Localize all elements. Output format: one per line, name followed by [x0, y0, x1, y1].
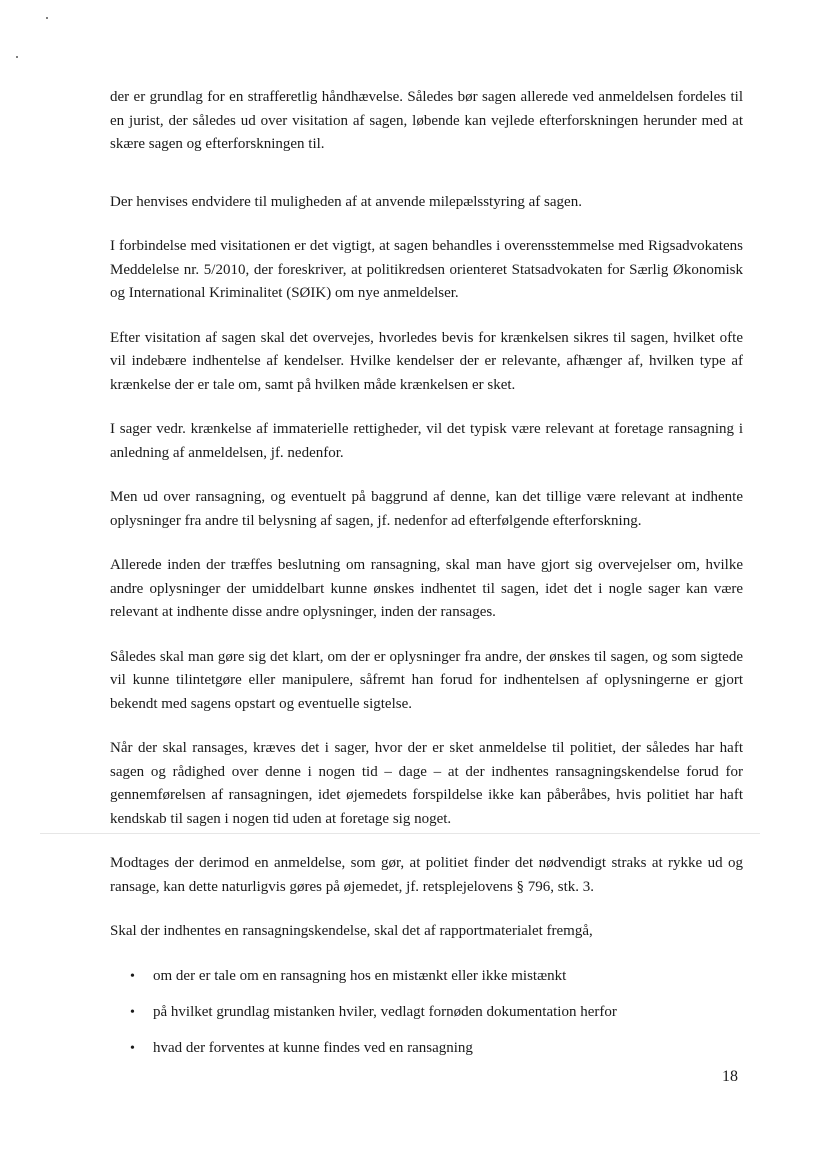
list-item-text: om der er tale om en ransagning hos en mistænkt eller ikke mistænkt — [153, 967, 567, 984]
list-item-text: på hvilket grundlag mistanken hviler, vedlagt fornøden dokumentation herfor — [153, 1003, 617, 1020]
paragraph: Allerede inden der træffes beslutning om ransagning, skal man have gjort sig overvejelser om, hvilke andre oplysninger der umiddelbart kunne ønskes indhentet til sagen, idet det i nogle sager kan være relevant at indhente disse andre oplysninger, inden der ransages. — [110, 557, 743, 620]
scan-speck — [16, 56, 18, 58]
paragraph: I forbindelse med visitationen er det vigtigt, at sagen behandles i overensstemmelse med Rigsadvokatens Meddelelse nr. 5/2010, der foreskriver, at politikredsen orienteret Statsadvokaten for Særlig Økonomisk og International Kriminalitet (SØIK) om nye anmeldelser. — [110, 238, 743, 301]
paragraph: Men ud over ransagning, og eventuelt på baggrund af denne, kan det tillige være relevant at indhente oplysninger fra andre til belysning af sagen, jf. nedenfor ad efterfølgende efterforskning. — [110, 489, 743, 529]
list-item — [110, 1037, 743, 1073]
paragraph: Der henvises endvidere til muligheden af at anvende milepælsstyring af sagen. — [110, 193, 582, 210]
list-item — [110, 1001, 743, 1037]
page-number: 18 — [722, 1068, 738, 1085]
bullet-icon: • — [130, 968, 135, 984]
paragraph: Således skal man gøre sig det klart, om der er oplysninger fra andre, der ønskes til sagen, og som sigtede vil kunne tilintetgøre eller manipulere, såfremt han forud for indhentelsen af oplysningerne er gjort bekendt med sagens opstart og eventuelle sigtelse. — [110, 648, 743, 712]
paragraph: I sager vedr. krænkelse af immaterielle rettigheder, vil det typisk være relevant at foretage ransagning i anledning af anmeldelsen, jf. nedenfor. — [110, 421, 743, 461]
bullet-icon: • — [130, 1040, 135, 1056]
list-item-text: hvad der forventes at kunne findes ved en ransagning — [153, 1039, 473, 1056]
list-item — [110, 965, 743, 1001]
bullet-icon: • — [130, 1004, 135, 1020]
paragraph: Efter visitation af sagen skal det overvejes, hvorledes bevis for krænkelsen sikres til sagen, hvilket ofte vil indebære indhentelse af kendelser. Hvilke kendelser der er relevante, afhænger af, hvilken type af krænkelse der er tale om, samt på hvilken måde krænkelsen er sket. — [110, 329, 743, 393]
paragraph: Modtages der derimod en anmeldelse, som gør, at politiet finder det nødvendigt straks at rykke ud og ransage, kan dette naturligvis gøres på øjemedet, jf. retsplejelovens § 796, stk. 3. — [110, 855, 743, 895]
scan-speck — [46, 17, 48, 19]
bullet-list — [110, 965, 743, 1073]
paragraph: der er grundlag for en strafferetlig håndhævelse. Således bør sagen allerede ved anmeldelsen fordeles til en jurist, der således ud over visitation af sagen, løbende kan vejlede efterforskningen herunder med at skære sagen og efterforskningen til. — [110, 89, 743, 152]
paragraph: Skal der indhentes en ransagningskendelse, skal det af rapportmaterialet fremgå, — [110, 923, 593, 939]
paragraph: Når der skal ransages, kræves det i sager, hvor der er sket anmeldelse til politiet, der således har haft sagen og rådighed over denne i nogen tid – dage – at der indhentes ransagningskendelse forud for gennemførelsen af ransagningen, idet øjemedets forspildelse ikke kan påberåbes, hvis politiet har haft kendskab til sagen i nogen tid uden at foretage sig noget. — [110, 740, 743, 827]
body-text — [110, 86, 743, 1073]
